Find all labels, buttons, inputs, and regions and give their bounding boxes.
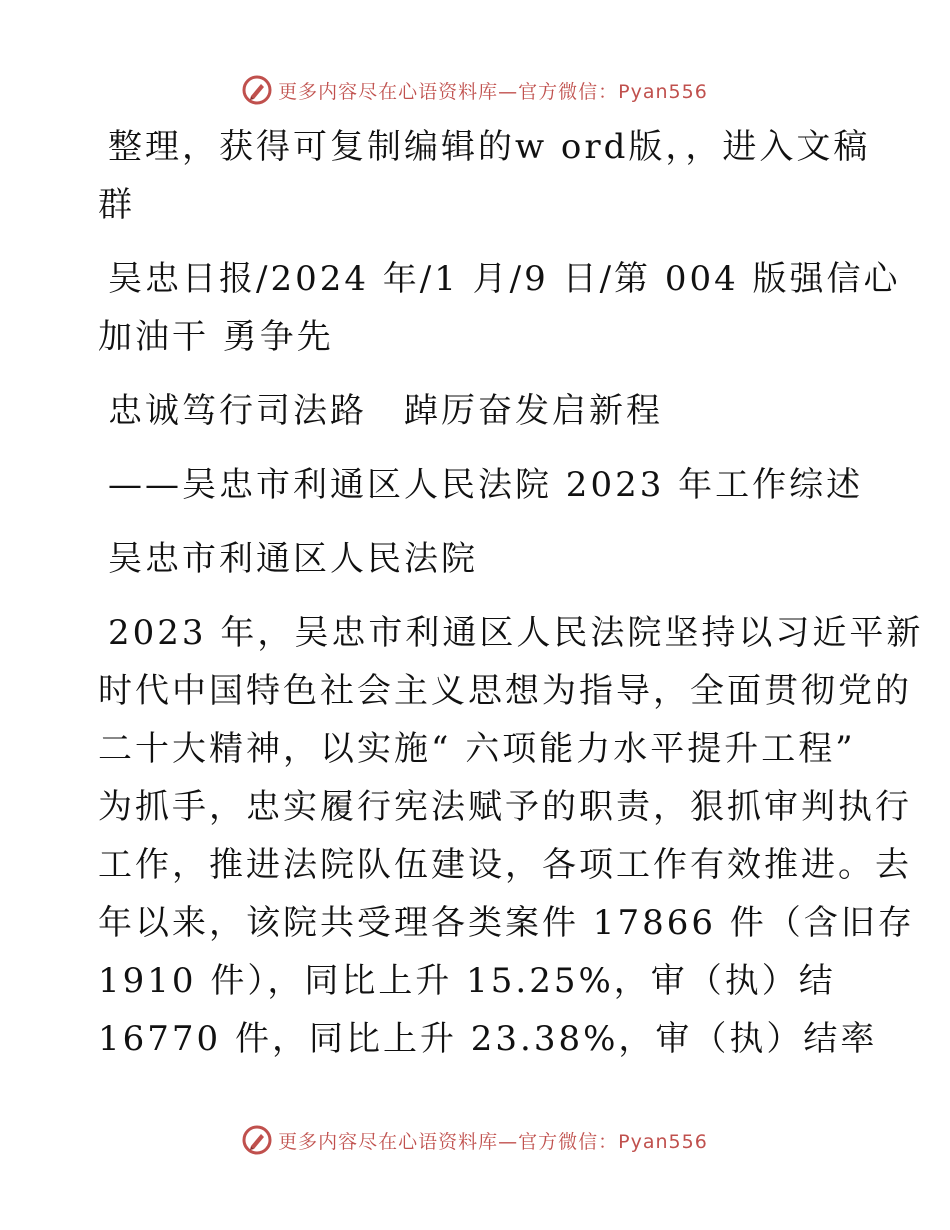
body-line: 1910 件），同比上升 15.25%，审（执）结: [98, 961, 836, 1001]
body-line: 二十大精神，以实施“ 六项能力水平提升工程”: [98, 729, 856, 769]
paragraph-line: 群: [98, 185, 135, 225]
article-title: 忠诚笃行司法路 踔厉奋发启新程: [108, 391, 663, 431]
pen-logo-icon: [242, 75, 272, 105]
document-body: [98, 118, 924, 1068]
article-subtitle: ——吴忠市利通区人民法院 2023 年工作综述: [108, 465, 864, 505]
article-author: 吴忠市利通区人民法院: [108, 539, 478, 579]
body-line: 工作，推进法院队伍建设，各项工作有效推进。去: [98, 845, 912, 885]
body-line: 16770 件，同比上升 23.38%，审（执）结率: [98, 1019, 878, 1059]
paragraph-line: 吴忠日报/2024 年/1 月/9 日/第 004 版强信心: [108, 259, 901, 299]
paragraph-line: 整理，获得可复制编辑的w ord版，，进入文稿: [108, 127, 871, 167]
header-watermark: [0, 72, 950, 108]
body-line: 为抓手，忠实履行宪法赋予的职责，狠抓审判执行: [98, 787, 912, 827]
footer-watermark: [0, 1122, 950, 1158]
pen-logo-icon: [242, 1125, 272, 1155]
watermark-text: 更多内容尽在心语资料库—官方微信：Pyan556: [278, 80, 708, 103]
body-line: 2023 年，吴忠市利通区人民法院坚持以习近平新: [108, 613, 924, 653]
watermark-text: 更多内容尽在心语资料库—官方微信：Pyan556: [278, 1130, 708, 1153]
paragraph-line: 加油干 勇争先: [98, 317, 334, 357]
body-line: 时代中国特色社会主义思想为指导，全面贯彻党的: [98, 671, 912, 711]
body-line: 年以来，该院共受理各类案件 17866 件（含旧存: [98, 903, 915, 943]
